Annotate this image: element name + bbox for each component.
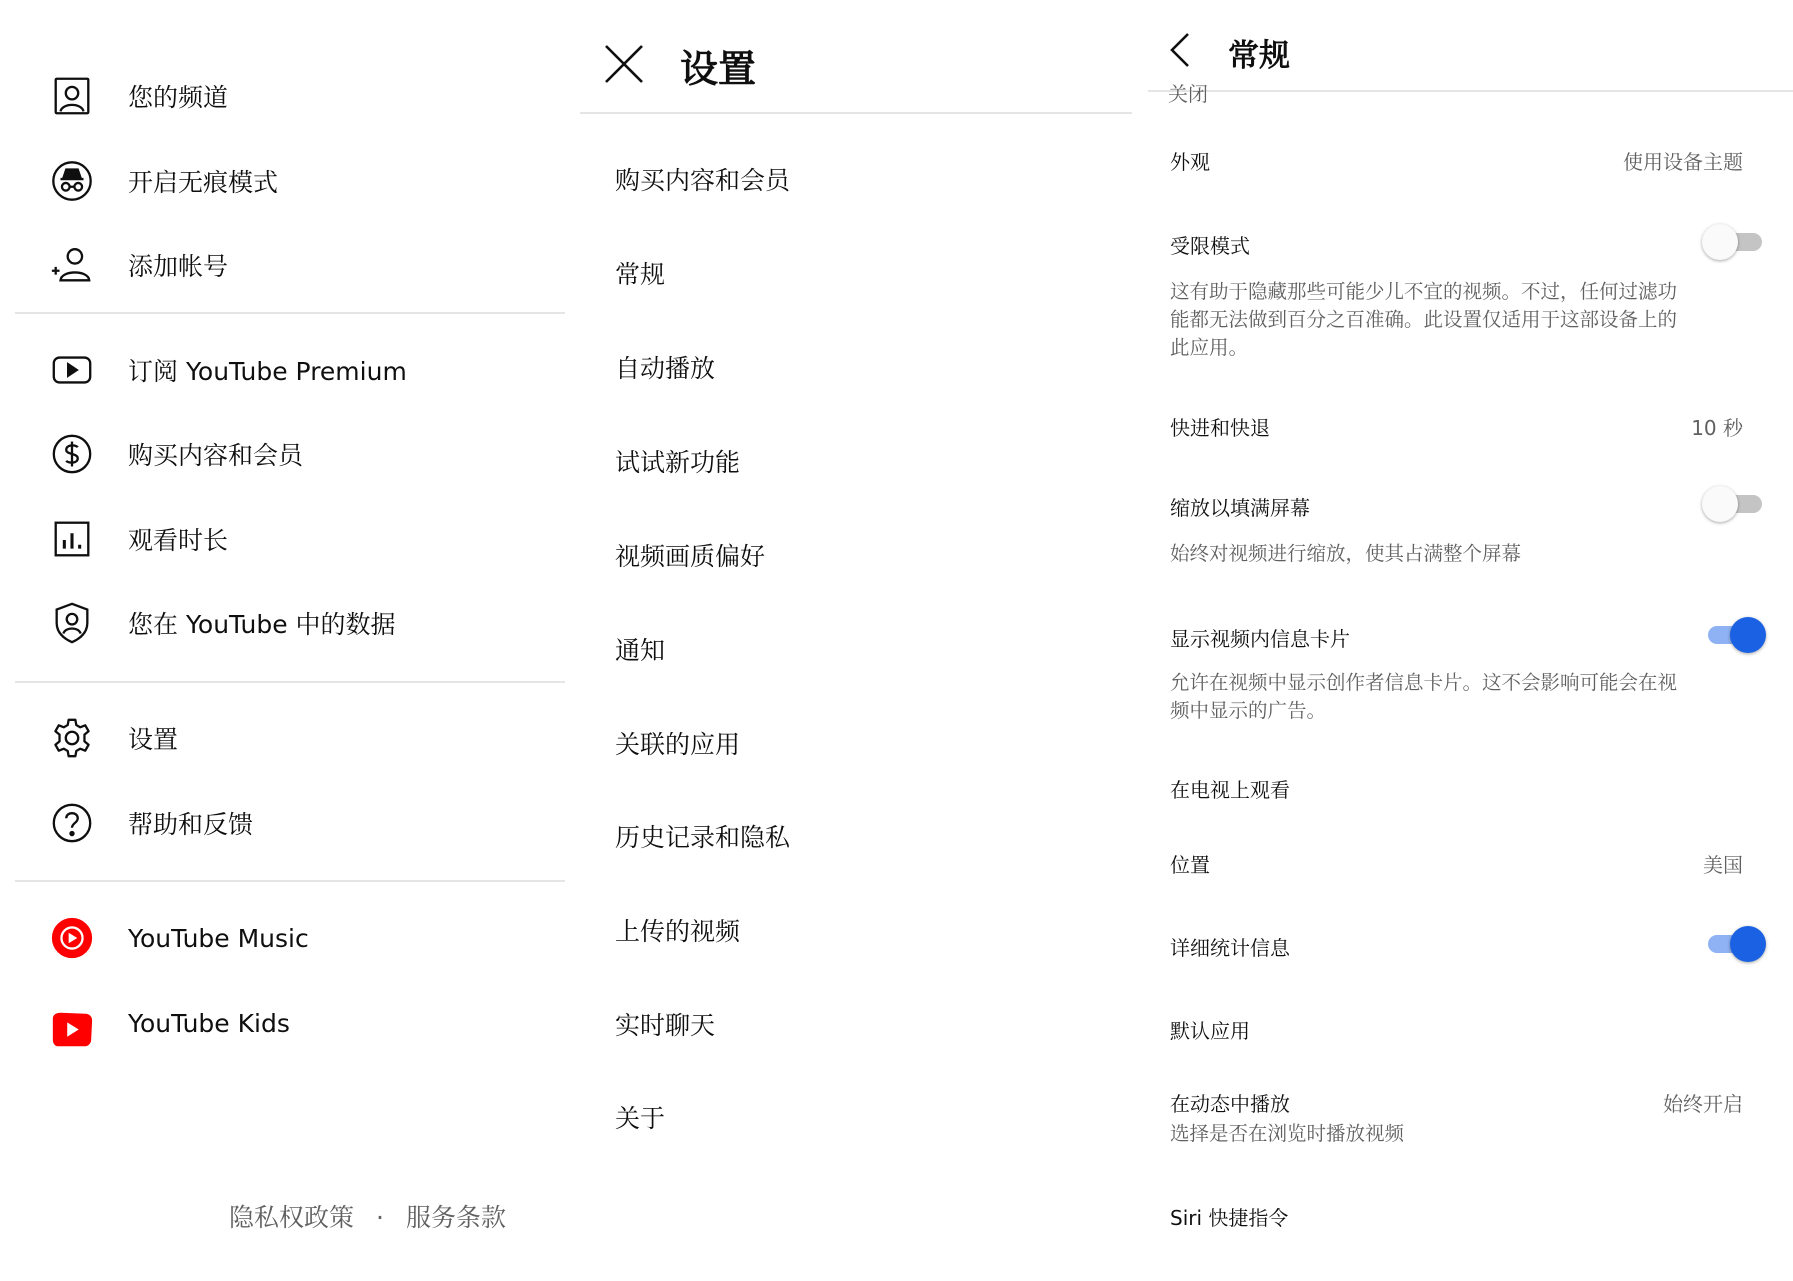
info-cards-toggle[interactable] [1702, 615, 1766, 655]
youtube-kids-icon [48, 1007, 96, 1043]
settings-item-history-privacy[interactable] [580, 801, 1132, 871]
settings-item-label: 关于 [615, 1104, 666, 1133]
settings-item-autoplay[interactable] [580, 332, 1132, 402]
terms-of-service-link[interactable]: 服务条款 [405, 1203, 506, 1232]
youtube-play-icon [48, 346, 96, 394]
settings-item-video-quality[interactable] [580, 520, 1132, 590]
toggle-knob [1702, 224, 1738, 260]
settings-item-label: 关联的应用 [615, 730, 741, 759]
page-title: 常规 [1228, 38, 1290, 74]
setting-appearance[interactable] [1148, 140, 1793, 180]
account-box-icon [48, 72, 96, 120]
bar-chart-icon [48, 515, 96, 563]
menu-item-label: YouTube Music [128, 923, 309, 953]
youtube-music-icon [48, 914, 96, 962]
settings-item-label: 购买内容和会员 [615, 166, 791, 195]
setting-value: 美国 [1703, 853, 1743, 877]
menu-item-label: 订阅 YouTube Premium [128, 357, 407, 386]
setting-title: 在动态中播放 [1170, 1092, 1290, 1116]
incognito-icon [48, 157, 96, 205]
settings-item-try-new-features[interactable] [580, 426, 1132, 496]
settings-item-label: 上传的视频 [615, 917, 741, 946]
setting-title: 显示视频内信息卡片 [1170, 627, 1350, 651]
menu-item-youtube-kids[interactable] [0, 983, 565, 1063]
back-icon[interactable] [1164, 30, 1196, 70]
settings-item-label: 视频画质偏好 [615, 542, 766, 571]
restricted-mode-toggle[interactable] [1702, 222, 1766, 262]
dollar-circle-icon [48, 430, 96, 478]
setting-restricted-mode[interactable] [1148, 222, 1793, 362]
account-menu-panel [0, 0, 565, 1281]
menu-divider [15, 880, 565, 882]
setting-title: 默认应用 [1170, 1019, 1250, 1043]
settings-item-general[interactable] [580, 238, 1132, 308]
toggle-knob [1730, 617, 1766, 653]
settings-item-uploads[interactable] [580, 895, 1132, 965]
settings-header [580, 0, 1132, 114]
menu-item-label: 添加帐号 [128, 252, 229, 281]
menu-item-label: 您在 YouTube 中的数据 [128, 610, 396, 639]
setting-zoom-to-fill[interactable] [1148, 486, 1793, 576]
close-icon[interactable] [600, 40, 648, 88]
setting-title: 快进和快退 [1170, 416, 1270, 440]
settings-item-label: 历史记录和隐私 [615, 823, 791, 852]
privacy-policy-link[interactable]: 隐私权政策 [229, 1203, 355, 1232]
setting-description: 这有助于隐藏那些可能少儿不宜的视频。不过，任何过滤功能都无法做到百分之百准确。此设置仅适用于这部设备上的此应用。 [1170, 280, 1678, 359]
setting-stats-for-nerds[interactable] [1148, 926, 1793, 966]
stats-for-nerds-toggle[interactable] [1702, 924, 1766, 964]
menu-item-youtube-premium[interactable] [0, 330, 565, 410]
menu-item-purchases[interactable] [0, 414, 565, 494]
zoom-to-fill-toggle[interactable] [1702, 484, 1766, 524]
setting-info-cards[interactable] [1148, 617, 1793, 727]
settings-item-label: 实时聊天 [615, 1011, 716, 1040]
settings-item-live-chat[interactable] [580, 989, 1132, 1059]
settings-item-label: 通知 [615, 636, 666, 665]
menu-item-help[interactable] [0, 783, 565, 863]
toggle-knob [1702, 486, 1738, 522]
settings-item-purchases[interactable] [580, 144, 1132, 214]
general-settings-panel [1148, 0, 1793, 1281]
setting-title: 受限模式 [1170, 234, 1250, 258]
setting-description: 选择是否在浏览时播放视频 [1170, 1122, 1405, 1145]
menu-item-label: 帮助和反馈 [128, 810, 254, 839]
footer-links [0, 1198, 565, 1234]
setting-title: 在电视上观看 [1170, 778, 1290, 802]
setting-title: 外观 [1170, 150, 1210, 174]
menu-item-settings[interactable] [0, 698, 565, 778]
setting-title: Siri 快捷指令 [1170, 1206, 1289, 1230]
setting-description: 始终对视频进行缩放，使其占满整个屏幕 [1170, 542, 1522, 565]
setting-watch-on-tv[interactable] [1148, 768, 1793, 808]
add-account-icon [48, 241, 96, 289]
setting-play-in-feeds[interactable] [1148, 1082, 1793, 1162]
setting-title: 缩放以填满屏幕 [1170, 496, 1310, 520]
menu-item-label: 购买内容和会员 [128, 441, 304, 470]
general-header [1148, 0, 1793, 106]
shield-person-icon [48, 599, 96, 647]
setting-seek[interactable] [1148, 406, 1793, 446]
setting-default-apps[interactable] [1148, 1009, 1793, 1049]
settings-item-label: 自动播放 [615, 354, 716, 383]
setting-value: 使用设备主题 [1623, 150, 1743, 174]
setting-description: 允许在视频中显示创作者信息卡片。这不会影响可能会在视频中显示的广告。 [1170, 671, 1678, 722]
setting-value: 始终开启 [1663, 1092, 1743, 1116]
menu-item-label: YouTube Kids [128, 1008, 290, 1038]
menu-item-youtube-music[interactable] [0, 898, 565, 978]
menu-item-label: 开启无痕模式 [128, 168, 279, 197]
page-title: 设置 [680, 47, 757, 91]
setting-value: 10 秒 [1691, 416, 1743, 440]
menu-item-incognito[interactable] [0, 141, 565, 221]
gear-icon [48, 714, 96, 762]
setting-siri-shortcuts[interactable] [1148, 1196, 1793, 1236]
menu-item-your-data[interactable] [0, 583, 565, 663]
settings-item-label: 常规 [615, 260, 666, 289]
help-circle-icon [48, 799, 96, 847]
toggle-knob [1730, 926, 1766, 962]
settings-item-label: 试试新功能 [615, 448, 741, 477]
menu-item-label: 设置 [128, 725, 179, 754]
menu-divider [15, 312, 565, 314]
setting-title: 详细统计信息 [1170, 936, 1290, 960]
menu-item-label: 您的频道 [128, 83, 229, 112]
menu-divider [15, 681, 565, 683]
settings-item-notifications[interactable] [580, 614, 1132, 684]
menu-item-watch-time[interactable] [0, 499, 565, 579]
footer-separator: · [376, 1203, 384, 1232]
settings-item-connected-apps[interactable] [580, 708, 1132, 778]
menu-item-your-channel[interactable] [0, 56, 565, 136]
setting-location[interactable] [1148, 843, 1793, 883]
settings-panel [580, 0, 1132, 1281]
scrolled-row-value: 关闭 [1168, 82, 1208, 106]
setting-title: 位置 [1170, 853, 1210, 877]
settings-item-about[interactable] [580, 1082, 1132, 1152]
menu-item-add-account[interactable] [0, 225, 565, 305]
menu-item-label: 观看时长 [128, 526, 229, 555]
